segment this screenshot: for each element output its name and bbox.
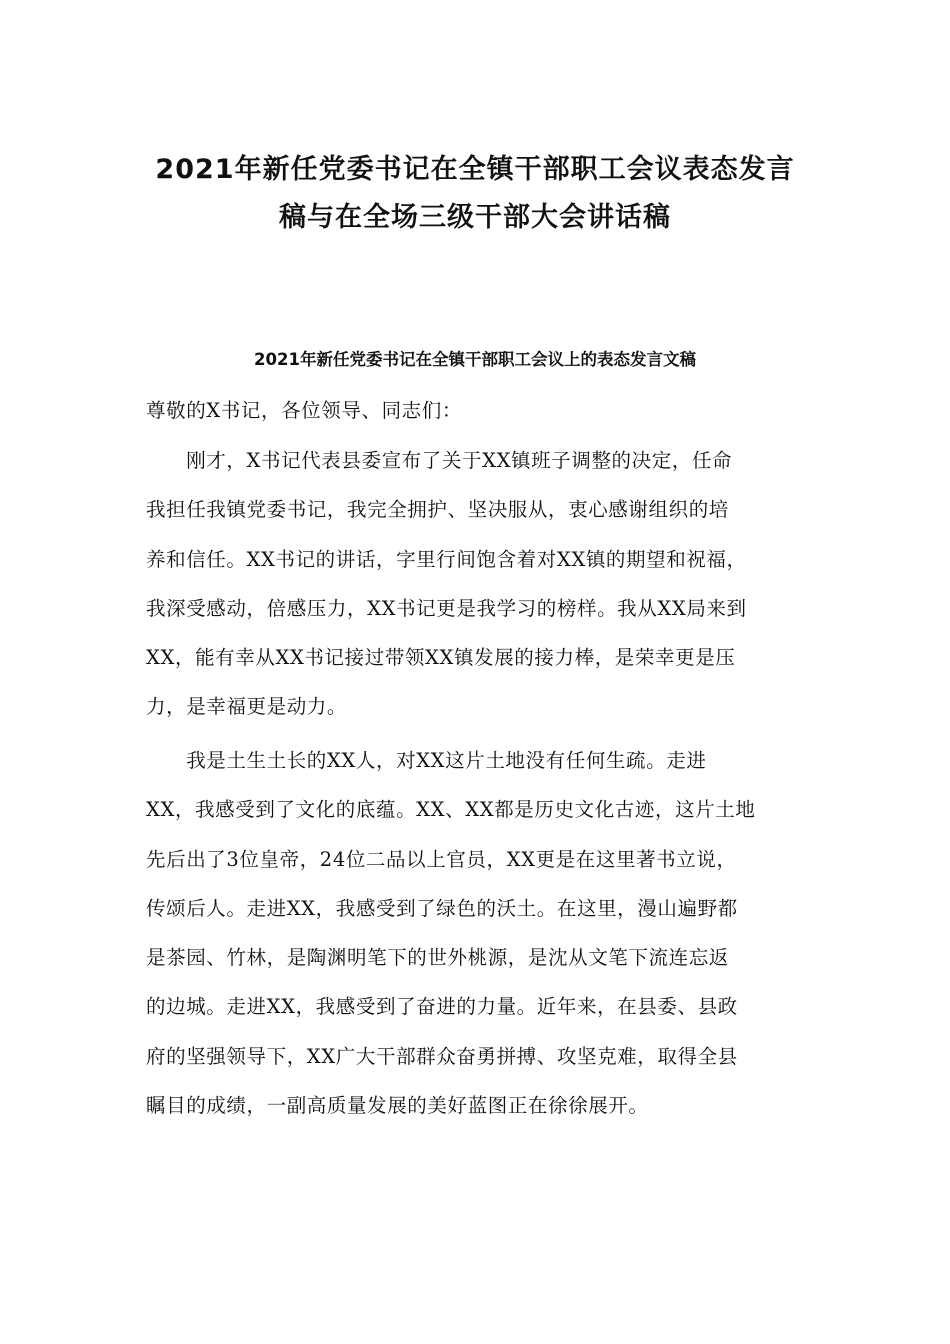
text-line: XX，能有幸从XX书记接过带领XX镇发展的接力棒，是荣幸更是压 [146,646,736,670]
text-line: XX，我感受到了文化的底蕴。XX、XX都是历史文化古迹，这片土地 [146,798,756,822]
text-line: 瞩目的成绩，一副高质量发展的美好蓝图正在徐徐展开。 [146,1094,649,1118]
section-title: 2021年新任党委书记在全镇干部职工会议上的表态发言文稿 [254,350,696,369]
text-line: 我担任我镇党委书记，我完全拥护、坚决服从，衷心感谢组织的培 [146,498,729,522]
title-line: 稿与在全场三级干部大会讲话稿 [279,202,671,233]
salutation-text: 尊敬的X书记，各位领导、同志们： [146,399,462,422]
title-line: 2021年新任党委书记在全镇干部职工会议表态发言 [155,154,795,185]
document-title [110,146,840,242]
salutation [146,386,806,435]
text-line: 我深受感动，倍感压力，XX书记更是我学习的榜样。我从XX局来到 [146,596,747,620]
text-line: 府的坚强领导下，XX广大干部群众奋勇拼搏、攻坚克难，取得全县 [146,1044,738,1068]
text-line: 先后出了3位皇帝，24位二品以上官员，XX更是在这里著书立说， [146,847,737,871]
text-line: 是茶园、竹林，是陶渊明笔下的世外桃源，是沈从文笔下流连忘返 [146,946,729,970]
paragraph-2 [146,736,806,1130]
text-line: 养和信任。XX书记的讲话，字里行间饱含着对XX镇的期望和祝福， [146,547,747,571]
text-line: 力，是幸福更是动力。 [146,695,348,719]
text-line: 刚才，X书记代表县委宣布了关于XX镇班子调整的决定，任命 [146,449,733,472]
text-line: 传颂后人。走进XX，我感受到了绿色的沃土。在这里，漫山遍野都 [146,896,738,920]
text-line: 的边城。走进XX，我感受到了奋进的力量。近年来，在县委、县政 [146,995,738,1019]
text-line: 我是土生土长的XX人，对XX这片土地没有任何生疏。走进 [146,749,707,772]
paragraph-1 [146,436,806,732]
